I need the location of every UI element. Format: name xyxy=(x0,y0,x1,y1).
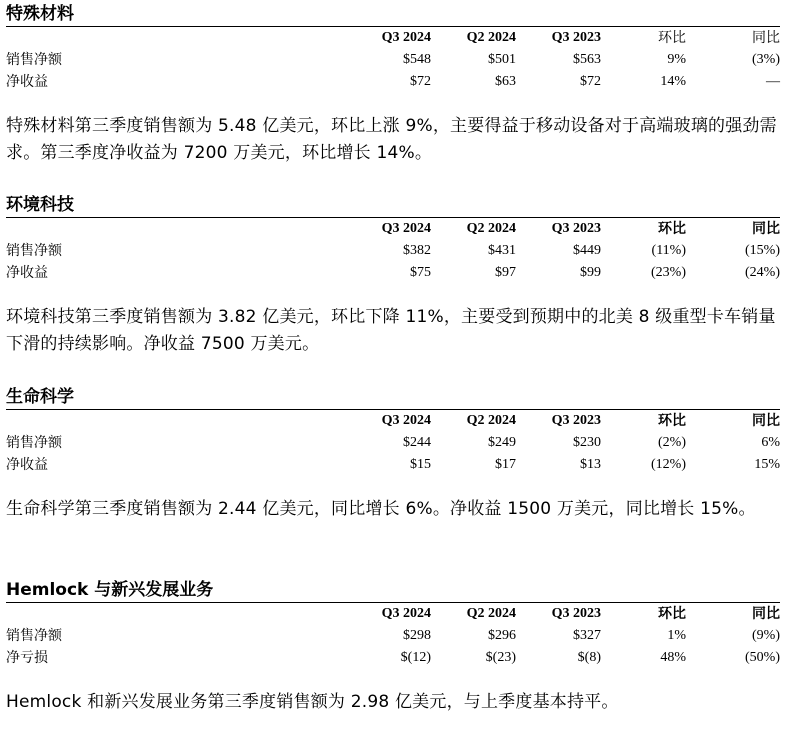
cell-yoy: (24%) xyxy=(745,265,780,280)
cell-q2-2024: $296 xyxy=(488,628,516,643)
table-header-row xyxy=(6,218,780,240)
header-yoy: 同比 xyxy=(752,606,780,622)
header-q3-2024: Q3 2024 xyxy=(381,413,431,428)
cell-q2-2024: $97 xyxy=(495,265,516,280)
header-spacer xyxy=(6,410,314,432)
table-row xyxy=(6,647,780,669)
cell-qoq: (12%) xyxy=(651,457,686,472)
cell-qoq: (2%) xyxy=(658,435,686,450)
header-yoy: 同比 xyxy=(752,30,780,46)
row-label: 净收益 xyxy=(6,457,48,473)
cell-q3-2023: $13 xyxy=(580,457,601,472)
header-yoy: 同比 xyxy=(752,413,780,429)
cell-q3-2023: $230 xyxy=(573,435,601,450)
cell-yoy: (50%) xyxy=(745,650,780,665)
financial-table xyxy=(6,218,780,284)
section-environmental-technologies xyxy=(6,191,780,358)
header-q3-2024: Q3 2024 xyxy=(381,606,431,621)
financial-table xyxy=(6,410,780,476)
table-row xyxy=(6,625,780,647)
row-label: 销售净额 xyxy=(6,243,62,259)
table-row xyxy=(6,262,780,284)
table-header-row xyxy=(6,410,780,432)
section-paragraph: 特殊材料第三季度销售额为 5.48 亿美元，环比上涨 9%，主要得益于移动设备对于高端玻璃的强劲需求。第三季度净收益为 7200 万美元，环比增长 14%。 xyxy=(6,116,777,163)
row-label: 净收益 xyxy=(6,265,48,281)
section-paragraph: 环境科技第三季度销售额为 3.82 亿美元，环比下降 11%，主要受到预期中的北美 8 级重型卡车销量下滑的持续影响。净收益 7500 万美元。 xyxy=(6,307,776,354)
cell-q2-2024: $63 xyxy=(495,74,516,89)
cell-q3-2024: $72 xyxy=(410,74,431,89)
cell-q3-2024: $382 xyxy=(403,243,431,258)
financial-table xyxy=(6,603,780,669)
row-label: 销售净额 xyxy=(6,628,62,644)
row-label: 销售净额 xyxy=(6,435,62,451)
cell-yoy: (9%) xyxy=(752,628,780,643)
cell-q3-2024: $298 xyxy=(403,628,431,643)
table-row xyxy=(6,240,780,262)
header-q2-2024: Q2 2024 xyxy=(466,221,516,236)
cell-q3-2024: $548 xyxy=(403,52,431,67)
cell-yoy: — xyxy=(766,74,780,89)
row-label: 销售净额 xyxy=(6,52,62,68)
header-q3-2023: Q3 2023 xyxy=(551,606,601,621)
row-label: 净收益 xyxy=(6,74,48,90)
section-paragraph: Hemlock 和新兴发展业务第三季度销售额为 2.98 亿美元，与上季度基本持平。 xyxy=(6,692,619,712)
table-header-row xyxy=(6,27,780,49)
cell-qoq: 1% xyxy=(667,628,686,643)
header-qoq: 环比 xyxy=(658,606,686,622)
header-q3-2024: Q3 2024 xyxy=(381,221,431,236)
cell-q2-2024: $17 xyxy=(495,457,516,472)
cell-yoy: 15% xyxy=(754,457,780,472)
section-title: 环境科技 xyxy=(6,195,74,215)
cell-qoq: (11%) xyxy=(651,243,686,258)
cell-qoq: 14% xyxy=(660,74,686,89)
cell-yoy: 6% xyxy=(761,435,780,450)
cell-q3-2023: $327 xyxy=(573,628,601,643)
cell-qoq: 48% xyxy=(660,650,686,665)
section-hemlock-emerging xyxy=(6,576,780,716)
cell-q2-2024: $(23) xyxy=(485,650,516,665)
cell-q3-2024: $15 xyxy=(410,457,431,472)
cell-q2-2024: $249 xyxy=(488,435,516,450)
header-q3-2024: Q3 2024 xyxy=(381,30,431,45)
header-q2-2024: Q2 2024 xyxy=(466,606,516,621)
table-row xyxy=(6,454,780,476)
cell-q3-2023: $563 xyxy=(573,52,601,67)
header-q2-2024: Q2 2024 xyxy=(466,413,516,428)
header-qoq: 环比 xyxy=(658,413,686,429)
table-row xyxy=(6,432,780,454)
row-label: 净亏损 xyxy=(6,650,48,666)
section-title: 特殊材料 xyxy=(6,4,74,24)
header-qoq: 环比 xyxy=(658,221,686,237)
header-spacer xyxy=(6,27,314,49)
cell-q3-2023: $(8) xyxy=(577,650,601,665)
header-yoy: 同比 xyxy=(752,221,780,237)
header-spacer xyxy=(6,603,314,625)
header-q3-2023: Q3 2023 xyxy=(551,413,601,428)
cell-q3-2024: $244 xyxy=(403,435,431,450)
cell-q3-2023: $72 xyxy=(580,74,601,89)
section-life-sciences xyxy=(6,383,780,523)
cell-q3-2023: $99 xyxy=(580,265,601,280)
cell-yoy: (15%) xyxy=(745,243,780,258)
cell-q3-2024: $75 xyxy=(410,265,431,280)
header-q3-2023: Q3 2023 xyxy=(551,221,601,236)
table-row xyxy=(6,49,780,71)
cell-qoq: (23%) xyxy=(651,265,686,280)
section-paragraph: 生命科学第三季度销售额为 2.44 亿美元，同比增长 6%。净收益 1500 万美元，同比增长 15%。 xyxy=(6,499,756,519)
header-qoq: 环比 xyxy=(658,30,686,46)
cell-q2-2024: $501 xyxy=(488,52,516,67)
header-spacer xyxy=(6,218,314,240)
section-specialty-materials xyxy=(6,0,780,167)
cell-q3-2024: $(12) xyxy=(400,650,431,665)
financial-table xyxy=(6,27,780,93)
header-q3-2023: Q3 2023 xyxy=(551,30,601,45)
cell-yoy: (3%) xyxy=(752,52,780,67)
section-title: 生命科学 xyxy=(6,387,74,407)
cell-q3-2023: $449 xyxy=(573,243,601,258)
header-q2-2024: Q2 2024 xyxy=(466,30,516,45)
section-title: Hemlock 与新兴发展业务 xyxy=(6,580,214,600)
table-header-row xyxy=(6,603,780,625)
cell-q2-2024: $431 xyxy=(488,243,516,258)
cell-qoq: 9% xyxy=(667,52,686,67)
table-row xyxy=(6,71,780,93)
